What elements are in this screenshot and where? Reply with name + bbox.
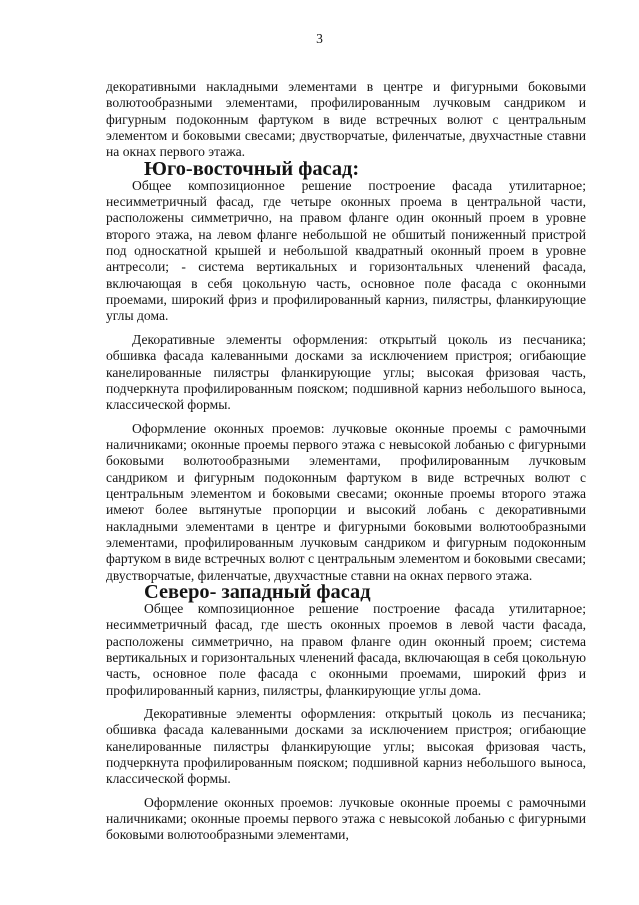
document-body [106, 79, 586, 844]
section-heading: Северо- западный фасад [144, 580, 371, 603]
paragraph: Общее композиционное решение построение фасада утилитарное; несимметричный фасад, где шесть оконных проемов в левой части фасада, расположены симметрично, на правом фланге один оконный проем; система вертикальных и горизонтальных членений фасада, включающая в себя цокольную часть, основное поле фасада с оконными проемами, широкий фриз и профилированный карниз, пилястры, фланкирующие углы дома. [106, 600, 586, 698]
page-number: 3 [316, 31, 323, 46]
paragraph: Оформление оконных проемов: лучковые оконные проемы с рамочными наличниками; оконные проемы первого этажа с невысокой лобанью с фигурными боковыми волютообразными элементами, профилированным лучковым сандриком и фигурным подоконным фартуком в виде встречных волют с центральным элементом и боковыми свесами; оконные проемы второго этажа имеют более вытянутые пропорции и высокий лобань с декоративными накладными элементами в центре и фигурными боковыми волютообразными элементами, профилированным лучковым сандриком и фигурным подоконным фартуком в виде встречных волют с центральным элементом и боковыми свесами; двустворчатые, филенчатые, двухчастные ставни на окнах первого этажа. [106, 420, 586, 583]
paragraph: Декоративные элементы оформления: открытый цоколь из песчаника; обшивка фасада калеванными досками за исключением пристроя; огибающие канелированные пилястры фланкирующие углы; высокая фризовая часть, подчеркнута профилированным пояском; подшивной карниз небольшого выноса, классической формы. [106, 331, 586, 413]
paragraph: декоративными накладными элементами в центре и фигурными боковыми волютообразными элементами, профилированным лучковым сандриком и фигурным подоконным фартуком в виде встречных волют с центральным элементом и боковыми свесами; двустворчатые, филенчатые, двухчастные ставни на окнах первого этажа. [106, 79, 586, 160]
paragraph: Общее композиционное решение построение фасада утилитарное; несимметричный фасад, где четыре оконных проема в центральной части, расположены симметрично, на правом фланге один оконный проем в уровне второго этажа, на левом фланге небольшой не обшитый пониженный пристрой под односкатной крышей и небольшой квадратный оконный проем в уровне антресоли; - система вертикальных и горизонтальных членений фасада, включающая в себя цокольную часть, основное поле фасада с оконными проемами, широкий фриз и профилированный карниз, пилястры, фланкирующие углы дома. [106, 177, 586, 324]
paragraph: Оформление оконных проемов: лучковые оконные проемы с рамочными наличниками; оконные проемы первого этажа с невысокой лобанью с фигурными боковыми волютообразными элементами, [106, 794, 586, 843]
paragraph: Декоративные элементы оформления: открытый цоколь из песчаника; обшивка фасада калеванными досками за исключением пристроя; огибающие канелированные пилястры фланкирующие углы; высокая фризовая часть, подчеркнута профилированным пояском; подшивной карниз небольшого выноса, классической формы. [106, 706, 586, 787]
section-heading: Юго-восточный фасад: [144, 157, 360, 180]
